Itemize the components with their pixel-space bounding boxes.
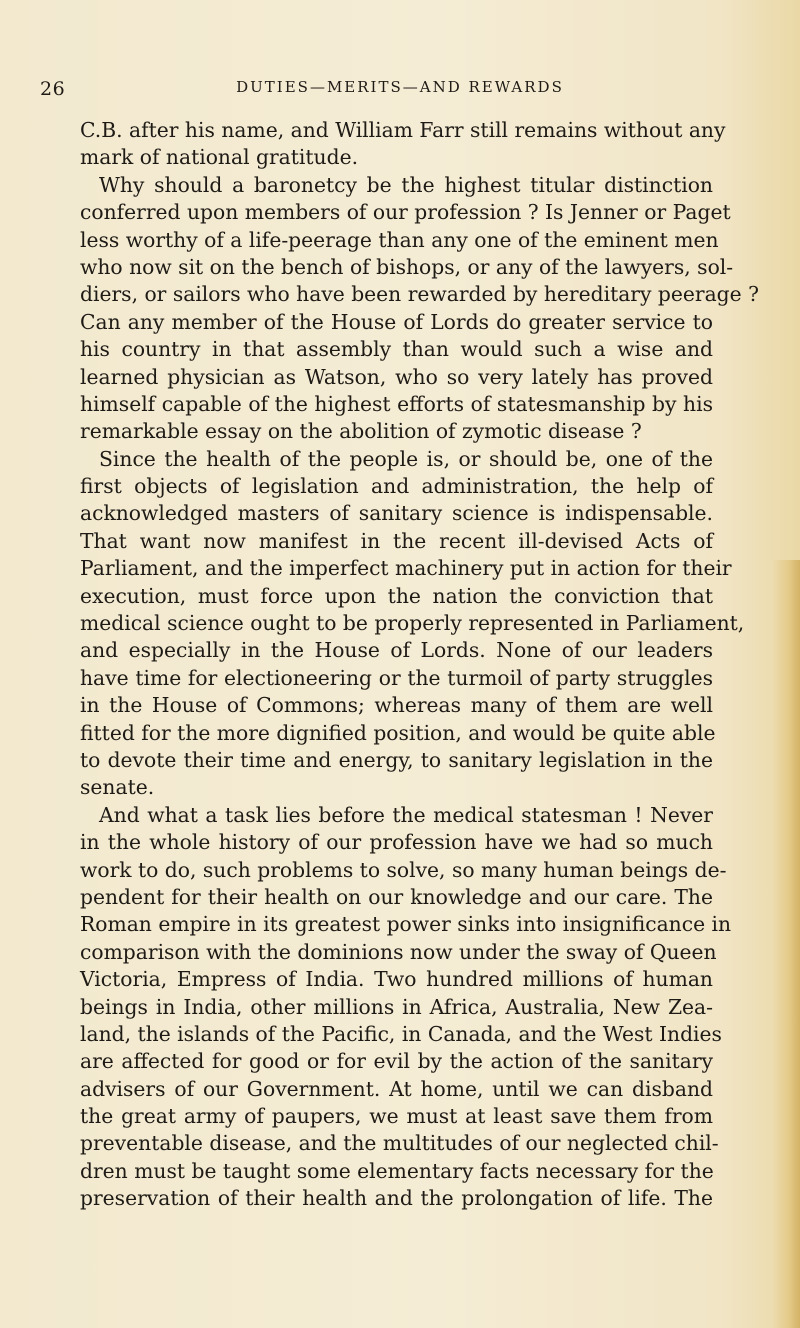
text-line: Victoria, Empress of India. Two hundred millions of human [80, 967, 713, 992]
text-line: And what a task lies before the medical statesman ! Never [99, 802, 713, 827]
text-line: diers, or sailors who have been rewarded by hereditary peerage ? [80, 282, 759, 307]
text-line: beings in India, other millions in Africa, Australia, New Zea- [80, 994, 713, 1019]
running-head [40, 60, 760, 100]
text-line: land, the islands of the Pacific, in Canada, and the West Indies [80, 1021, 722, 1046]
text-line: in the House of Commons; whereas many of them are well [80, 693, 713, 718]
text-line: to devote their time and energy, to sanitary legislation in the [80, 747, 713, 772]
text-line: execution, must force upon the nation the conviction that [80, 583, 713, 608]
text-line: in the whole history of our profession have we had so much [80, 830, 713, 855]
text-line: Parliament, and the imperfect machinery put in action for their [80, 556, 732, 581]
text-line: C.B. after his name, and William Farr still remains without any [80, 118, 726, 142]
text-line: his country in that assembly than would such a wise and [80, 337, 713, 362]
text-line: learned physician as Watson, who so very lately has proved [80, 364, 713, 389]
text-line: senate. [80, 775, 155, 800]
text-line: fitted for the more dignified position, and would be quite able [80, 720, 716, 745]
text-line: Why should a baronetcy be the highest titular distinction [99, 172, 713, 197]
body-text [80, 117, 759, 1213]
text-line: Since the health of the people is, or should be, one of the [99, 446, 713, 471]
text-line: pendent for their health on our knowledge and our care. The [80, 884, 713, 909]
text-line: preventable disease, and the multitudes of our neglected chil- [80, 1131, 719, 1156]
text-line: That want now manifest in the recent ill-devised Acts of [80, 528, 713, 553]
text-line: medical science ought to be properly represented in Parliament, [80, 611, 745, 636]
text-line: preservation of their health and the prolongation of life. The [80, 1186, 713, 1211]
text-line: who now sit on the bench of bishops, or any of the lawyers, sol- [80, 254, 734, 279]
text-line: himself capable of the highest efforts of statesmanship by his [80, 391, 713, 416]
text-line: remarkable essay on the abolition of zymotic disease ? [80, 419, 642, 444]
text-line: are affected for good or for evil by the action of the sanitary [80, 1049, 713, 1074]
text-line: less worthy of a life-peerage than any one of the eminent men [80, 227, 719, 252]
text-line: and especially in the House of Lords. None of our leaders [80, 638, 713, 663]
text-line: first objects of legislation and administration, the help of [80, 474, 713, 499]
text-line: advisers of our Government. At home, until we can disband [80, 1076, 713, 1101]
text-line: Roman empire in its greatest power sinks into insignificance in [80, 912, 732, 937]
text-line: the great army of paupers, we must at least save them from [80, 1104, 713, 1129]
page-number: 26 [40, 78, 66, 100]
text-line: Can any member of the House of Lords do greater service to [80, 309, 713, 334]
text-line: work to do, such problems to solve, so many human beings de- [80, 857, 727, 882]
page-edge-stain [772, 560, 800, 1328]
text-line: have time for electioneering or the turmoil of party struggles [80, 665, 713, 690]
text-line: dren must be taught some elementary facts necessary for the [80, 1158, 714, 1183]
running-title: DUTIES—MERITS—AND REWARDS [236, 78, 564, 96]
text-line: acknowledged masters of sanitary science is indispensable. [80, 501, 713, 526]
text-line: conferred upon members of our profession ? Is Jenner or Paget [80, 200, 731, 225]
text-line: comparison with the dominions now under the sway of Queen [80, 939, 717, 964]
text-line: mark of national gratitude. [80, 145, 359, 170]
